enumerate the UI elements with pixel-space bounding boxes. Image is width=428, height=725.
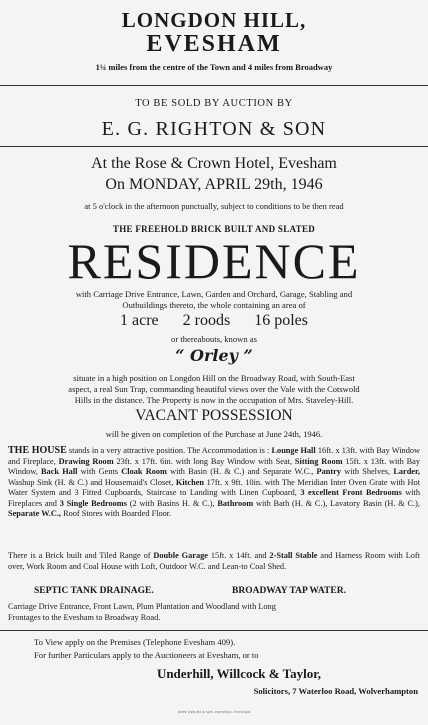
situation-1: situate in a high position on Longdon Hill on the Broadway Road, with South-East [73,373,355,383]
particulars-note: For further Particulars apply to the Auctioneers at Evesham, or to [34,650,259,660]
subtitle: 1¼ miles from the centre of the Town and 4 miles from Broadway [95,62,333,72]
garage-text: 15ft. x 14ft. and [207,551,270,560]
house-name: “ Orley ” [175,346,253,365]
residence-heading: RESIDENCE [67,233,361,289]
vacant-note: will be given on completion of the Purchase at June 24th, 1946. [105,429,323,439]
room-pantry: Pantry [316,467,341,476]
room-front-bedrooms: 3 excellent Front Bedrooms [300,488,402,497]
carriage-paragraph [8,602,420,623]
garage-paragraph [8,551,420,572]
residence-desc-1: with Carriage Drive Entrance, Lawn, Garden and Orchard, Garage, Stabling and [75,289,353,299]
residence-intro: THE FREEHOLD BRICK BUILT AND SLATED [112,224,316,234]
area-acre: 1 acre [120,312,159,329]
house-accommodation [8,446,420,520]
carriage-line-2: Frontages to the Evesham to Broadway Road. [8,612,161,622]
room-lounge-hall: Lounge Hall [271,446,316,455]
title-line-2: EVESHAM [146,31,282,57]
auctioneer-name: E. G. RIGHTON & SON [101,118,327,140]
residence-desc-2: Outbuildings thereto, the whole containing an area of [122,300,306,310]
house-text: 17ft. x 9ft. 10in. with The Meridian Inter Oven Grate with Hot Water System and 3 Fitted Cupboards, Staircase to Landing with Linen Cupboard, [8,477,420,497]
house-text: with Shelves, [340,467,394,476]
divider-bottom [0,630,428,631]
venue: At the Rose & Crown Hotel, Evesham [91,155,337,172]
carriage-line-1: Carriage Drive Entrance, Front Lawn, Plum Plantation and Woodland with Long [8,602,276,611]
situation-2: aspect, a real Sun Trap, commanding beautiful views over the Vale with the Cotswold [68,384,360,394]
house-text: with Bath (H. & C.), Lavatory Basin (H. & C.), [253,498,420,508]
stall-stable: 2-Stall Stable [269,551,318,560]
view-note: To View apply on the Premises (Telephone Evesham 409). [34,637,236,647]
printer-imprint: JOHN WRIGHT & SON, PRINTERS, EVESHAM [177,710,251,714]
house-text: Roof Stores with Boarded Floor. [61,509,172,518]
time-note: at 5 o'clock in the afternoon punctually, subject to conditions to be then read [84,201,344,211]
garage-text: and Harness Room with Loft over, Work Room and Coal House with Loft, Outdoor W.C. and Lean-to Coal Shed. [8,551,420,571]
garage-text: There is a Brick built and Tiled Range of [8,551,154,560]
double-garage: Double Garage [153,551,208,560]
house-label: THE HOUSE [8,445,67,456]
room-drawing-room: Drawing Room [58,456,114,466]
area-roods: 2 roods [182,312,231,329]
room-single-bedrooms: 3 Single Bedrooms [59,498,127,508]
auction-intro: TO BE SOLD BY AUCTION BY [135,98,293,109]
situation-3: Hills in the distance. The Property is now in the occupation of Mrs. Staveley-Hill. [74,395,354,405]
area-line [0,312,428,330]
known-as: or thereabouts, known as [171,334,257,344]
house-text: with Basin (H. & C.) and Separate W.C., [166,467,317,476]
auction-date: On MONDAY, APRIL 29th, 1946 [105,176,323,193]
house-text: with Gents [77,467,122,476]
room-larder: Larder, [393,467,420,476]
vacant-possession: VACANT POSSESSION [135,407,293,424]
room-cloak-room: Cloak Room [121,467,167,476]
house-text: with Fireplaces and [8,488,420,508]
broadway-water: BROADWAY TAP WATER. [232,586,346,596]
area-poles: 16 poles [254,312,308,329]
solicitors-address: Solicitors, 7 Waterloo Road, Wolverhampton [253,686,418,696]
house-text: 16ft. x 13ft. with Bay Window and Fireplace, [8,446,420,466]
title-line-1: LONGDON HILL, [121,8,307,32]
room-back-hall: Back Hall [41,467,78,476]
room-sitting-room: Sitting Room [294,456,343,466]
septic-tank: SEPTIC TANK DRAINAGE. [34,586,154,596]
house-text: 23ft. x 17ft. 6in. with long Bay Window with Seat, [113,456,295,466]
solicitors-name: Underhill, Willcock & Taylor, [156,666,322,681]
divider-auctioneer [0,146,428,147]
room-kitchen: Kitchen [175,477,205,487]
house-text: (2 with Basins H. & C.), [126,498,218,508]
house-text: 15ft. x 13ft. with Bay Window, [8,456,420,476]
room-separate-wc: Separate W.C., [8,509,62,518]
house-text: Washup Sink (H. & C.) and Housemaid's Closet, [8,477,176,487]
room-bathroom: Bathroom [217,498,254,508]
divider-top [0,85,428,86]
house-text: stands in a very attractive position. The Accommodation is : [66,446,272,455]
